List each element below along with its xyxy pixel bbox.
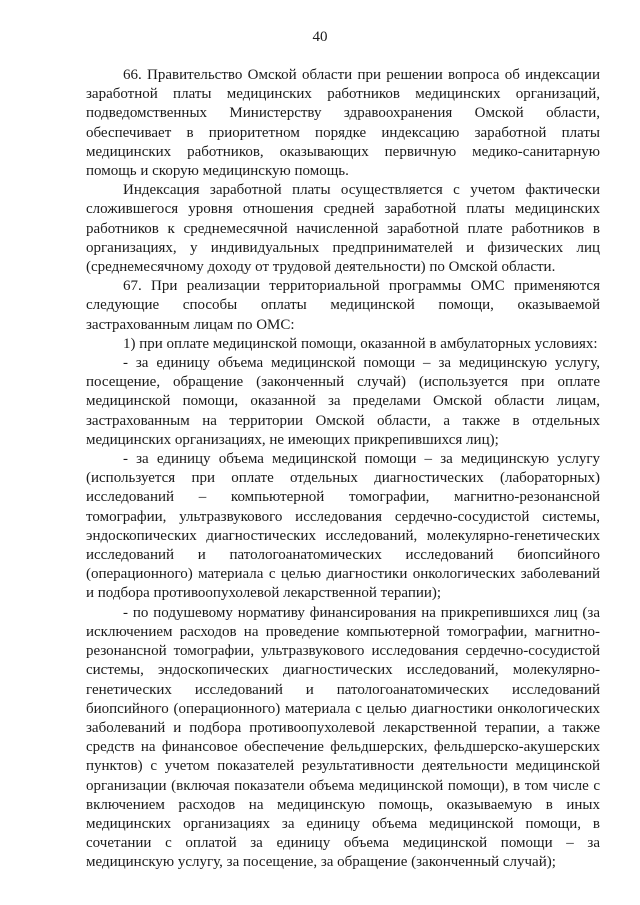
list-item-per-capita: - по подушевому нормативу финансирования на прикрепившихся лиц (за исключением расходов на проведение компьютерной томографии, магнитно-резонансной томографии, ультразвукового исследования сердечно-сосудистой системы, эндоскопических диагностических исследований, молекулярно-генетических исследований и патологоанатомических исследований биопсийного (операционного) материала с целью диагностики онкологических заболеваний и подбора противоопухолевой лекарственной терапии, а также средств на финансовое обеспечение фельдшерских, фельдшерско-акушерских пунктов) с учетом показателей результативности деятельности медицинской организации (включая показатели объема медицинской помощи), в том числе с включением расходов на медицинскую помощь, оказываемую в иных медицинских организациях за единицу объема медицинской помощи, в сочетании с оплатой за единицу объема медицинской помощи – за медицинскую услугу, за посещение, за обращение (законченный случай);	[86, 604, 600, 871]
paragraph-66: 66. Правительство Омской области при решении вопроса об индексации заработной платы медицинских работников медицинских организаций, подведомственных Министерству здравоохранения Омской области, обеспечивает в приоритетном порядке индексацию заработной платы медицинских работников, оказывающих первичную медико-санитарную помощь и скорую медицинскую помощь.	[86, 67, 600, 180]
document-body	[86, 66, 600, 873]
page-number: 40	[312, 29, 328, 45]
paragraph-67: 67. При реализации территориальной программы ОМС применяются следующие способы оплаты медицинской помощи, оказываемой застрахованным лицам по ОМС:	[86, 278, 600, 333]
list-item-unit-volume: - за единицу объема медицинской помощи – за медицинскую услугу, посещение, обращение (законченный случай) (используется при оплате медицинской помощи, оказанной за пределами Омской области лицам, застрахованным на территории Омской области, а также в отдельных медицинских организациях, не имеющих прикрепившихся лиц);	[86, 355, 600, 448]
paragraph-67-item-1: 1) при оплате медицинской помощи, оказанной в амбулаторных условиях:	[123, 335, 598, 352]
paragraph-indexation: Индексация заработной платы осуществляется с учетом фактически сложившегося уровня отношения средней заработной платы медицинских работников к среднемесячной начисленной заработной плате работников в организациях, у индивидуальных предпринимателей и физических лиц (среднемесячному доходу от трудовой деятельности) по Омской области.	[86, 182, 600, 276]
list-item-unit-service: - за единицу объема медицинской помощи – за медицинскую услугу (используется при оплате отдельных диагностических (лабораторных) исследований – компьютерной томографии, магнитно-резонансной томографии, ультразвукового исследования сердечно-сосудистой системы, эндоскопических диагностических исследований, молекулярно-генетических исследований и патологоанатомических исследований биопсийного (операционного) материала с целью диагностики онкологических заболеваний и подбора противоопухолевой лекарственной терапии);	[86, 451, 600, 602]
